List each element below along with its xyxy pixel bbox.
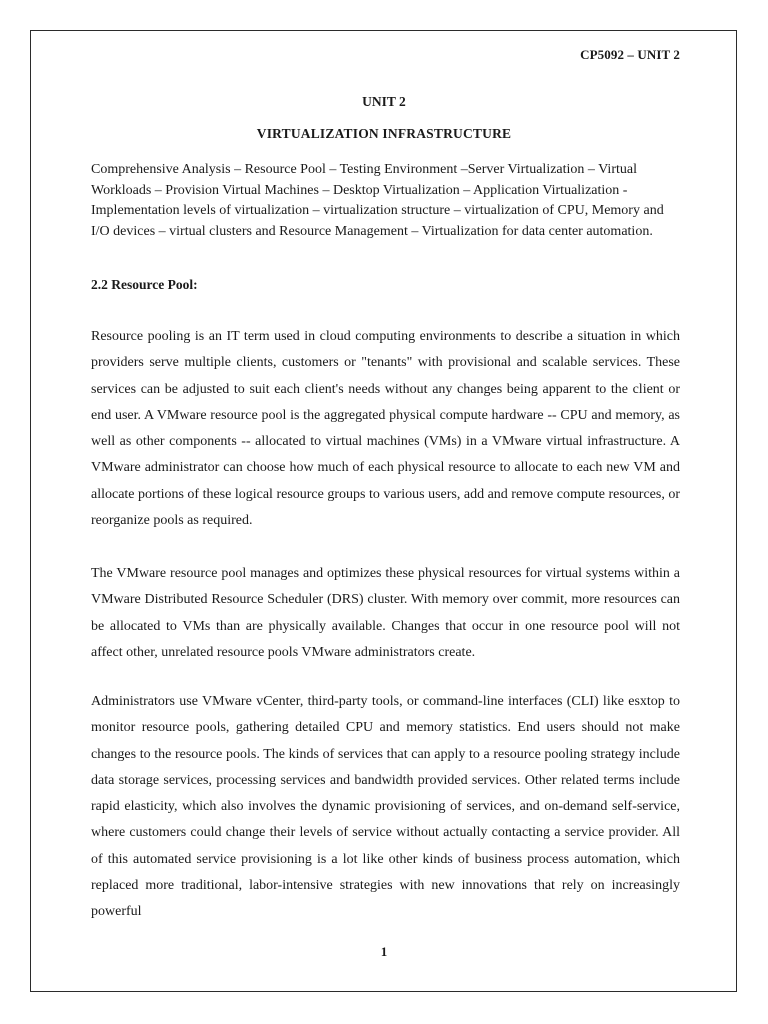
running-header: CP5092 – UNIT 2 [580,47,680,62]
document-title: VIRTUALIZATION INFRASTRUCTURE [256,126,512,141]
body-paragraph: Resource pooling is an IT term used in cloud computing environments to describe a situation in which providers serve multiple clients, customers or "tenants" with provisional and scalable services. These services can be adjusted to suit each client's needs without any changes being apparent to the client or end user. A VMware resource pool is the aggregated physical compute hardware -- CPU and memory, as well as other components -- allocated to virtual machines (VMs) in a VMware virtual infrastructure. A VMware administrator can choose how much of each physical resource to allocate to each new VM and allocate portions of these logical resource groups to various users, add and remove compute resources, or reorganize pools as required. [91,329,680,529]
body-paragraph: Administrators use VMware vCenter, third-party tools, or command-line interfaces (CLI) like esxtop to monitor resource pools, gathering detailed CPU and memory statistics. End users should not make changes to the resource pools. The kinds of services that can apply to a resource pooling strategy include data storage services, processing services and bandwidth provided services. Other related terms include rapid elasticity, which also involves the dynamic provisioning of services, and on-demand self-service, where customers could change their levels of service without actually contacting a service provider. All of this automated service provisioning is a lot like other kinds of business process automation, which replaced more traditional, labor-intensive strategies with new innovations that rely on increasingly powerful [91,694,680,920]
page-number: 1 [380,944,388,959]
unit-title: UNIT 2 [362,94,406,109]
body-paragraph: The VMware resource pool manages and optimizes these physical resources for virtual systems within a VMware Distributed Resource Scheduler (DRS) cluster. With memory over commit, more resources can be allocated to VMs than are physically available. Changes that occur in one resource pool will not affect other, unrelated resource pools VMware administrators create. [91,566,680,660]
section-heading: 2.2 Resource Pool: [91,277,198,292]
topics-summary: Comprehensive Analysis – Resource Pool – Testing Environment –Server Virtualization – Virtual Workloads – Provision Virtual Machines – Desktop Virtualization – Application Virtualization - Implementation levels of virtualization – virtualization structure – virtualization of CPU, Memory and I/O devices – virtual clusters and Resource Management – Virtualization for data center automation. [91,162,664,239]
